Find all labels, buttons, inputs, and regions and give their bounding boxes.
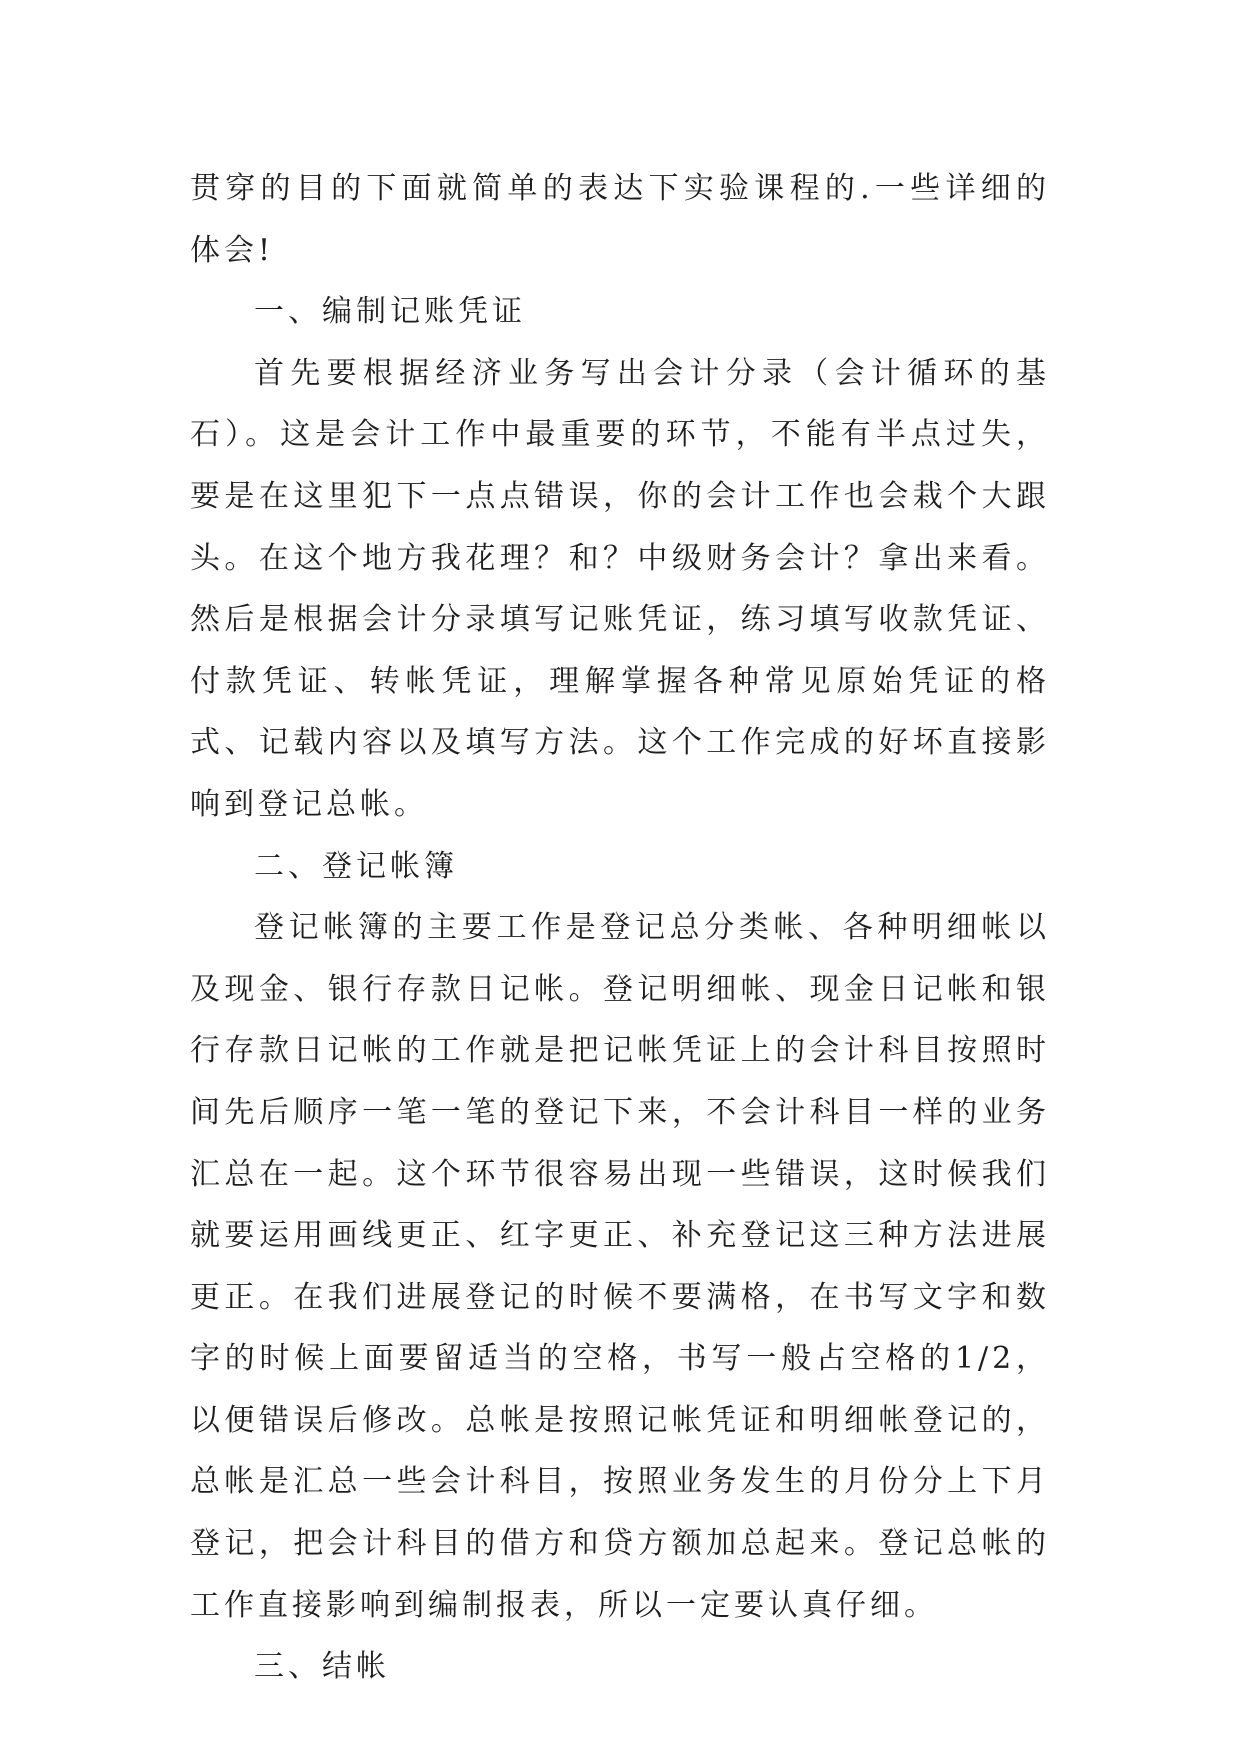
section-2-paragraph: 登记帐簿的主要工作是登记总分类帐、各种明细帐以及现金、银行存款日记帐。登记明细帐、现金日记帐和银行存款日记帐的工作就是把记帐凭证上的会计科目按照时间先后顺序一笔一笔的登记下来，不会计科目一样的业务汇总在一起。这个环节很容易出现一些错误，这时候我们就要运用画线更正、红字更正、补充登记这三种方法进展更正。在我们进展登记的时候不要满格，在书写文字和数字的时候上面要留适当的空格，书写一般占空格的1/2，以便错误后修改。总帐是按照记帐凭证和明细帐登记的，总帐是汇总一些会计科目，按照业务发生的月份分上下月登记，把会计科目的借方和贷方额加总起来。登记总帐的工作直接影响到编制报表，所以一定要认真仔细。 <box>190 910 1050 1623</box>
intro-paragraph: 贯穿的目的下面就简单的表达下实验课程的.一些详细的体会! <box>190 171 1050 268</box>
section-1-paragraph: 首先要根据经济业务写出会计分录（会计循环的基石）。这是会计工作中最重要的环节，不能有半点过失，要是在这里犯下一点点错误，你的会计工作也会栽个大跟头。在这个地方我花理？和？中级财务会计？拿出来看。然后是根据会计分录填写记账凭证，练习填写收款凭证、付款凭证、转帐凭证，理解掌握各种常见原始凭证的格式、记载内容以及填写方法。这个工作完成的好坏直接影响到登记总帐。 <box>190 355 1050 822</box>
document-body <box>190 158 1050 1698</box>
section-heading-1: 一、编制记账凭证 <box>254 294 526 330</box>
section-heading-3: 三、结帐 <box>254 1649 390 1685</box>
section-heading-2: 二、登记帐簿 <box>254 848 458 884</box>
